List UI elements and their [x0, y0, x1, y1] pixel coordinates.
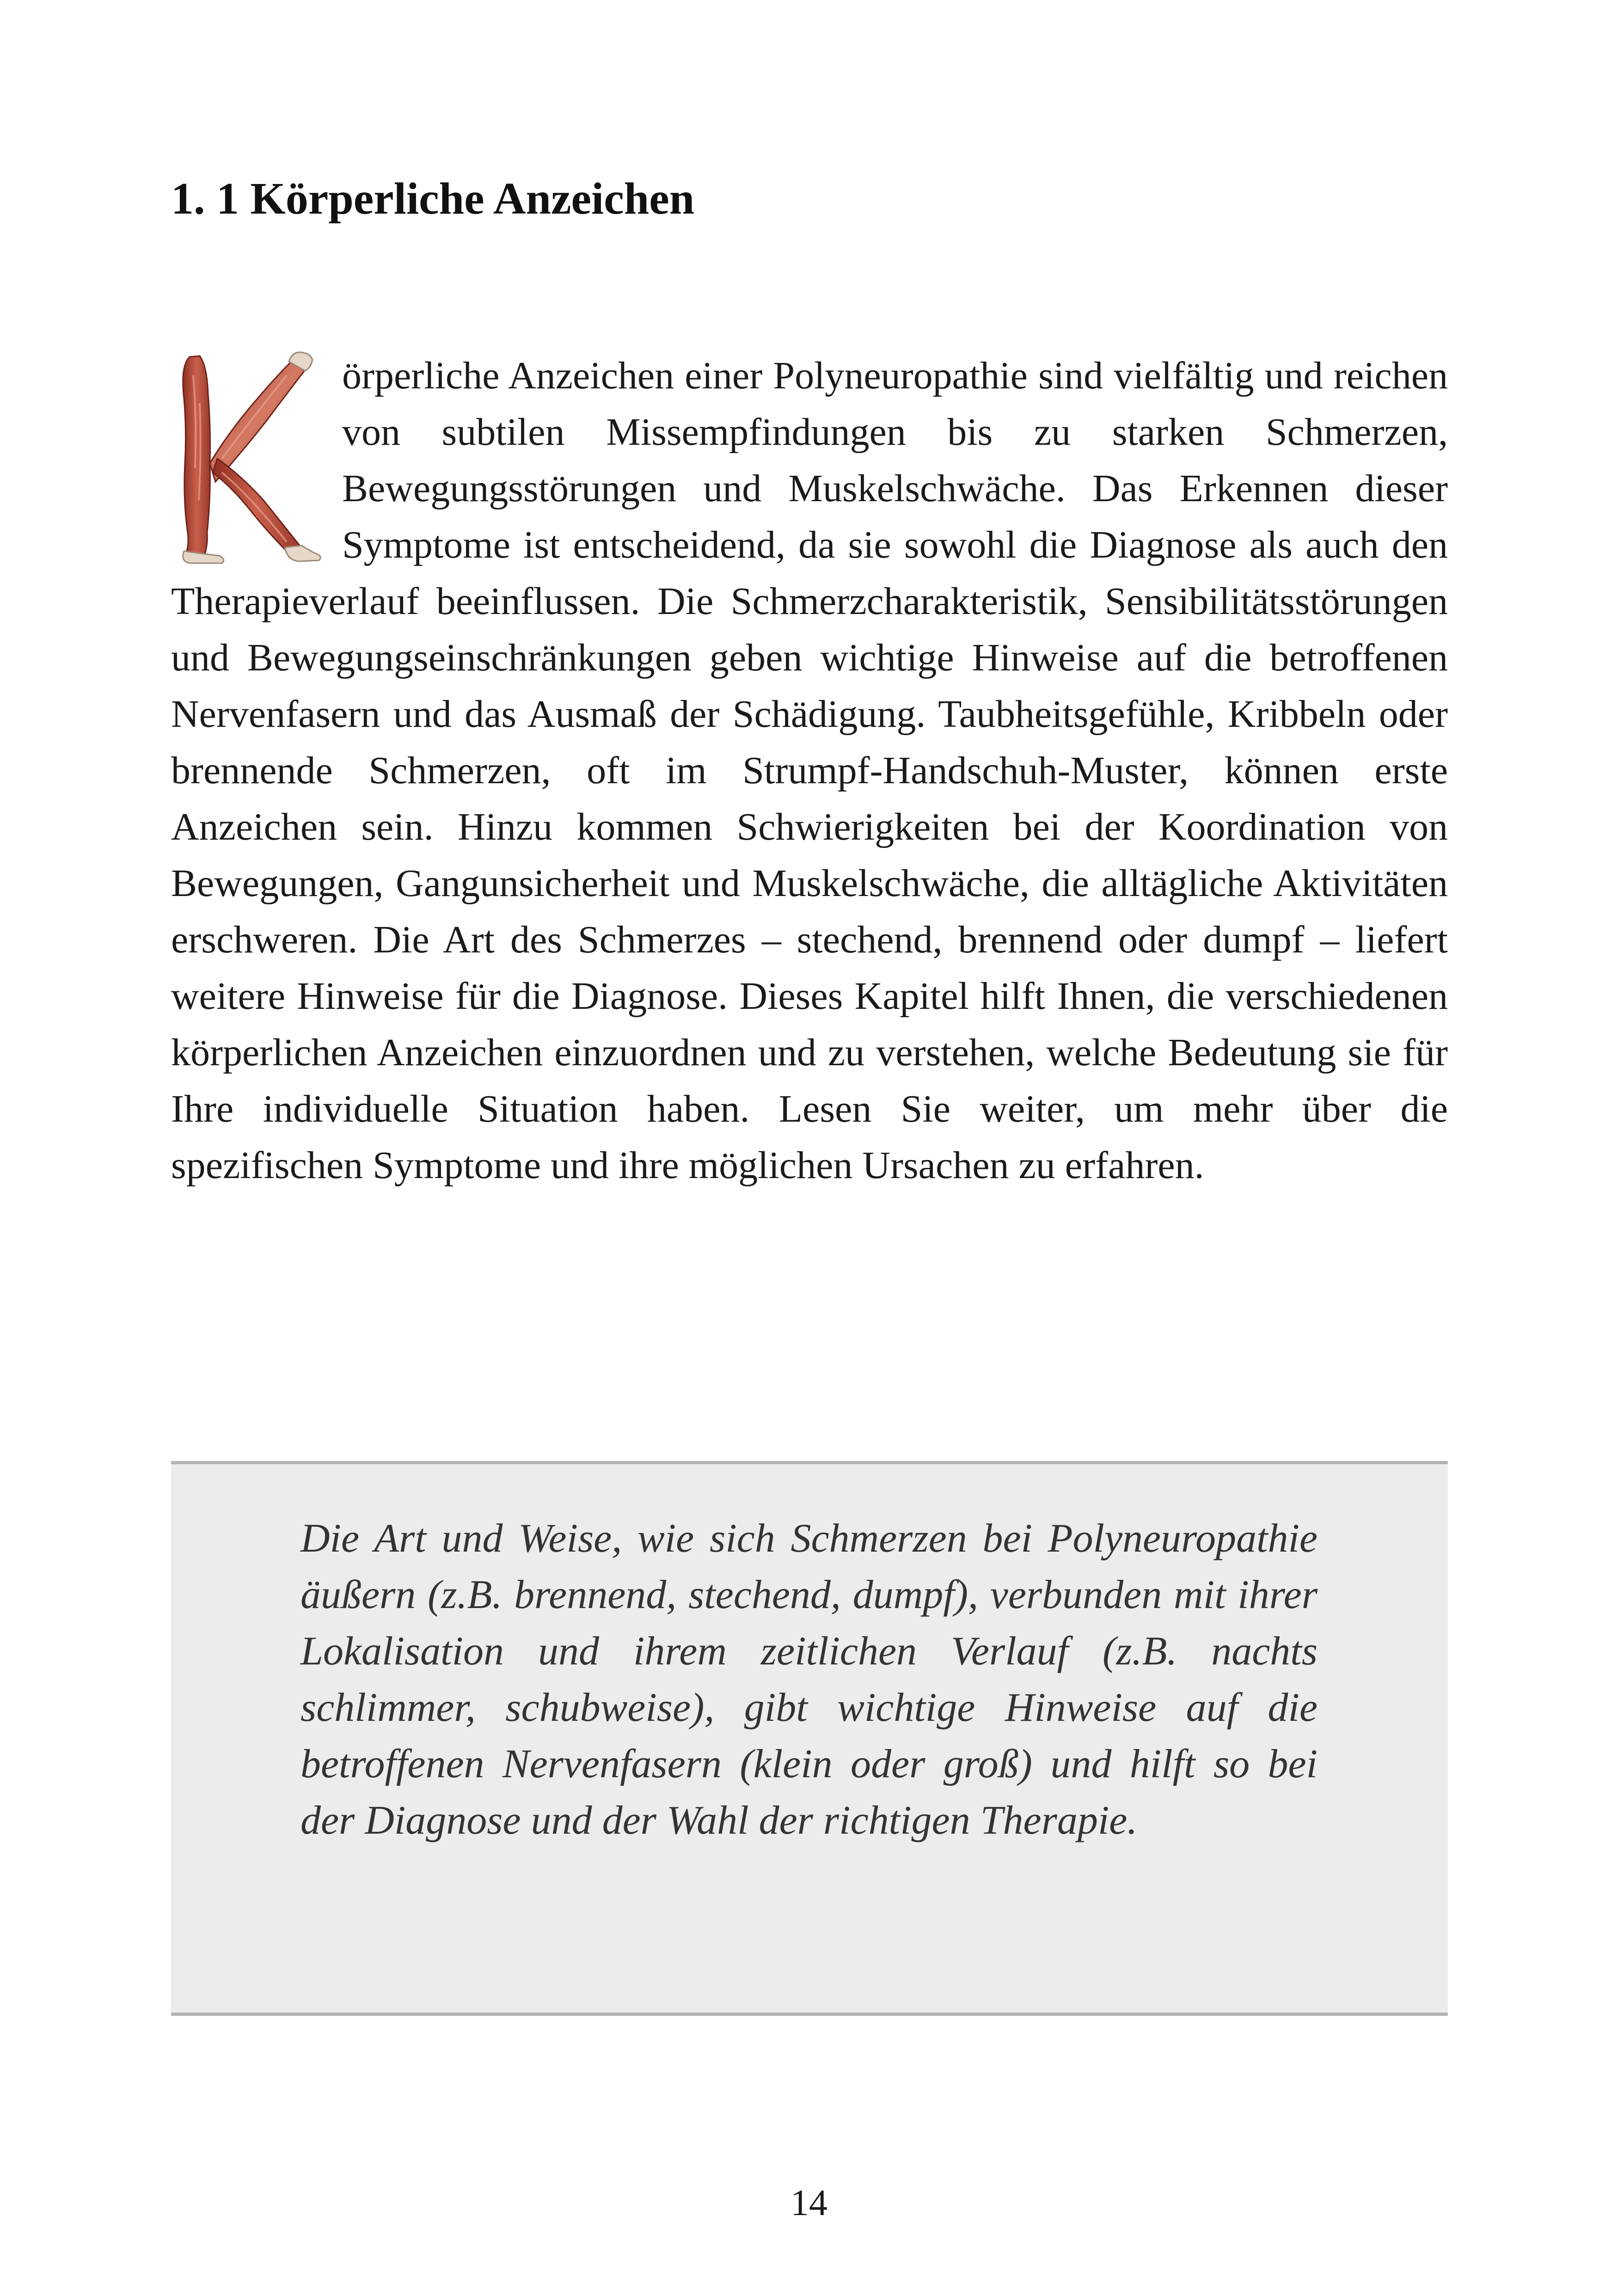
callout-box [171, 1461, 1448, 2016]
paragraph-text: örperliche Anzeichen einer Polyneuropathie sind vielfältig und reichen von subtilen Missempfindungen bis zu starken Schmerzen, Bewegungsstörungen und Muskelschwäche. Das Erkennen dieser Symptome ist entscheidend, da sie sowohl die Diagnose als auch den Therapieverlauf beeinflussen. Die Schmerzcharakteristik, Sensibilitätsstörungen und Bewegungseinschränkungen geben wichtige Hinweise auf die betroffenen Nervenfasern und das Ausmaß der Schädigung. Taubheitsgefühle, Kribbeln oder brennende Schmerzen, oft im Strumpf-Handschuh-Muster, können erste Anzeichen sein. Hinzu kommen Schwierigkeiten bei der Koordination von Bewegungen, Gangunsicherheit und Muskelschwäche, die alltägliche Aktivitäten erschweren. Die Art des Schmerzes – stechend, brennend oder dumpf – liefert weitere Hinweise für die Diagnose. Dieses Kapitel hilft Ihnen, die verschiedenen körperlichen Anzeichen einzuordnen und zu verstehen, welche Bedeutung sie für Ihre individuelle Situation haben. Lesen Sie weiter, um mehr über die spezifischen Symptome und ihre möglichen Ursachen zu erfahren. [171, 354, 1448, 1187]
anatomical-dropcap-k-illustration [171, 348, 328, 565]
callout-text: Die Art und Weise, wie sich Schmerzen bei Polyneuropathie äußern (z.B. brennend, stechend, dumpf), verbunden mit ihrer Lokalisation und ihrem zeitlichen Verlauf (z.B. nachts schlimmer, schubweise), gibt wichtige Hinweise auf die betroffenen Nervenfasern (klein oder groß) und hilft so bei der Diagnose und der Wahl der richtigen Therapie. [300, 1516, 1318, 1843]
section-heading: 1. 1 Körperliche Anzeichen [171, 174, 695, 224]
page-number: 14 [791, 2183, 827, 2223]
chapter-intro-paragraph [171, 348, 1448, 1194]
